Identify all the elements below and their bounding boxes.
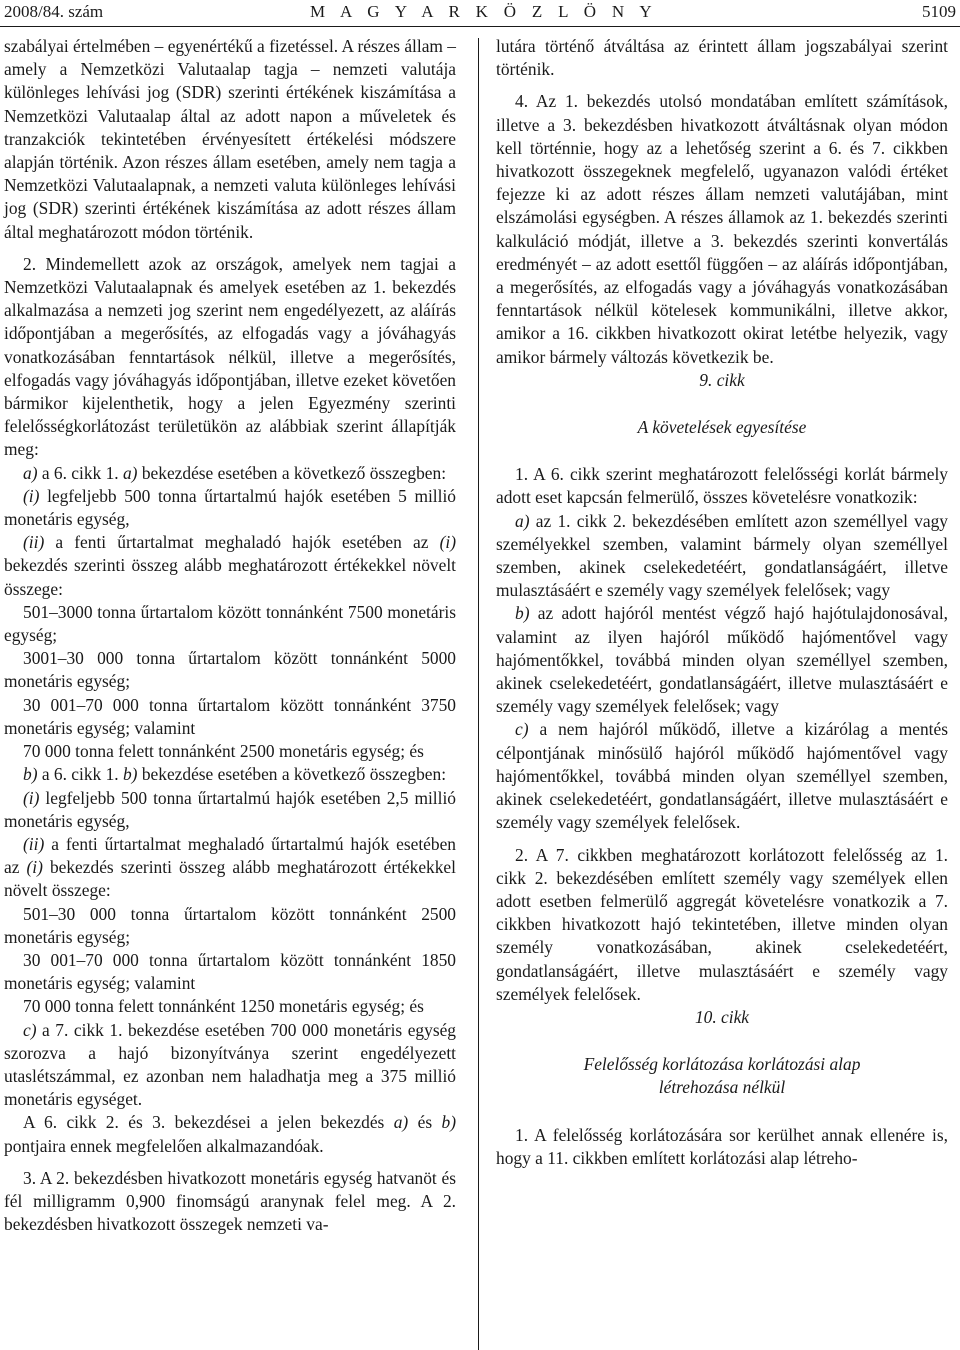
page-number: 5109 [922, 2, 956, 21]
list-item: (ii) a fenti űrtartalmat meghaladó űrtartalmú hajók esetében az (i) bekezdés szerinti összeg alább meghatározott értékekkel növelt összege: [4, 833, 456, 901]
article-subtitle: Felelősség korlátozása korlátozási alap létrehozása nélkül [583, 1054, 861, 1098]
paragraph: 3. A 2. bekezdésben hivatkozott monetáris egység hatvanöt és fél milligramm 0,900 finomságú aranynak felel meg. A 2. bekezdésben hivatkozott összegek nemzeti va- [4, 1167, 456, 1235]
journal-title: M A G Y A R K Ö Z L Ö N Y [310, 2, 658, 21]
header-rule [0, 26, 960, 27]
paragraph: szabályai értelmében – egyenértékű a fizetéssel. A részes állam – amely a Nemzetközi Valutaalap tagja – nemzeti valutája különleges lehívási jog (SDR) szerinti értékének kiszámítása a Nemzetközi Valutaalap által az adott napon a műveletek és tranzakciók tekintetében érvényesített értékelési módszere alapján történik. Azon részes állam esetében, amely nem tagja a Nemzetközi Valutaalapnak, a nemzeti valuta különleges lehívási jog (SDR) szerinti értékének kiszámítása az adott részes állam által meghatározott módon történik. [4, 36, 456, 242]
rate-row: 30 001–70 000 tonna űrtartalom között tonnánként 3750 monetáris egység; valamint [4, 694, 456, 738]
rate-row: 30 001–70 000 tonna űrtartalom között tonnánként 1850 monetáris egység; valamint [4, 949, 456, 994]
article-title: 9. cikk [699, 369, 745, 390]
list-item: (i) legfeljebb 500 tonna űrtartalmú hajók esetében 5 millió monetáris egység, [4, 485, 456, 530]
paragraph: A 6. cikk 2. és 3. bekezdései a jelen bekezdés a) és b) pontjaira ennek megfelelően alkalmazandóak. [4, 1112, 456, 1156]
list-item: a) a 6. cikk 1. a) bekezdése esetében a következő összegben: [23, 462, 447, 483]
list-item: b) az adott hajóról mentést végző hajó hajótulajdonosával, valamint az ilyen hajóról működő hajómentővel vagy hajómentőkkel, továbbá minden olyan személlyel szemben, akinek cselekedetéért, gondatlanságáért, illetve mulasztásáért e személy vagy személyek felelősek; vagy [496, 603, 948, 717]
left-column [4, 35, 456, 1236]
list-item: c) a 7. cikk 1. bekezdése esetében 700 000 monetáris egység szorozva a hajó bizonyítványa szerint engedélyezett utaslétszámmal, ez azonban nem haladhatja meg a 375 millió monetáris egységet. [4, 1019, 456, 1110]
paragraph: 2. Mindemellett azok az országok, amelyek nem tagjai a Nemzetközi Valutaalapnak és amelyek esetében az 1. bekezdés alkalmazása a nemzeti jog szerint nem engedélyezett, az aláírás időpontjában a megerősítés, az elfogadás vagy a jóváhagyás vonatkozásában fenntartások nélkül, illetve a megerősítés, elfogadás vagy jóváhagyás időpontjában, illetve ezeket követően bármikor kijelenthetik, hogy a jelen Egyezmény szerinti felelősségkorlátozást területükön az alábbiak szerint állapítják meg: [4, 253, 456, 460]
paragraph: 4. Az 1. bekezdés utolsó mondatában említett számítások, illetve a 3. bekezdésben hivatkozott átváltásnak olyan módon kell történnie, hogy az a lehetőség szerint a 6. és 7. cikkben hivatkozott összegeknek megfelelő, ugyanazon valódi értéket fejezze ki az adott részes állam nemzeti valutájában, mint elszámolási egységben. A részes államok az 1. bekezdés szerinti kalkuláció módját, illetve a 3. bekezdés szerinti konvertálás eredményét – az adott esettől függően – az aláírás időpontjában, a megerősítés, az elfogadás vagy a jóváhagyás vonatkozásában fenntartások nélkül kötelesek kommunikálni, illetve akkor, amikor a 16. cikkben hivatkozott okirat letétbe helyezik, vagy amikor bármely változás következik be. [496, 91, 948, 367]
rate-row: 70 000 tonna felett tonnánként 2500 monetáris egység; és [23, 741, 424, 762]
list-item: (i) legfeljebb 500 tonna űrtartalmú hajók esetében 2,5 millió monetáris egység, [4, 787, 456, 831]
list-item: c) a nem hajóról működő, illetve a kizárólag a mentés célpontjának minősülő hajóról működő hajómentővel vagy hajómentőkkel, továbbá minden olyan személlyel szemben, akinek cselekedetéért, gondatlanságáért, illetve mulasztásáért e személy vagy személyek felelősek. [496, 719, 948, 833]
paragraph: 1. A felelősség korlátozására sor kerülhet annak ellenére is, hogy a 11. cikkben említett korlátozási alap létreho- [496, 1124, 948, 1168]
paragraph: 2. A 7. cikkben meghatározott korlátozott felelősség az 1. cikk 2. bekezdésében említett személy vagy személyek ellen adott esetben felmerülő aggregát követelésre vonatkozik a 7. cikkben hivatkozott hajó tekintetében, illetve minden olyan személy vonatkozásában, akinek cselekedetéért, gondatlanságáért, illetve mulasztásáért e személy vagy személyek felelősek. [496, 844, 948, 1004]
rate-row: 70 000 tonna felett tonnánként 1250 monetáris egység; és [23, 996, 424, 1017]
article-title: 10. cikk [694, 1006, 750, 1027]
paragraph: 1. A 6. cikk szerint meghatározott felelősségi korlát bármely adott eset kapcsán felmerülő, összes követelésre vonatkozik: [496, 464, 948, 508]
paragraph: lutára történő átváltása az érintett állam jogszabályai szerint történik. [496, 36, 948, 80]
rate-row: 501–30 000 tonna űrtartalom között tonnánként 2500 monetáris egység; [4, 903, 456, 947]
column-divider [478, 38, 479, 1350]
rate-row: 3001–30 000 tonna űrtartalom között tonnánként 5000 monetáris egység; [4, 648, 456, 692]
list-item: b) a 6. cikk 1. b) bekezdése esetében a következő összegben: [23, 764, 447, 785]
article-subtitle: A követelések egyesítése [637, 417, 807, 438]
list-item: (ii) a fenti űrtartalmat meghaladó hajók esetében az (i) bekezdés szerinti összeg alább meghatározott értékekkel növelt összege: [4, 532, 456, 599]
rate-row: 501–3000 tonna űrtartalom között tonnánként 7500 monetáris egység; [4, 601, 456, 646]
right-column [496, 35, 948, 1170]
page-header [0, 0, 960, 26]
issue-number: 2008/84. szám [4, 2, 104, 21]
list-item: a) az 1. cikk 2. bekezdésében említett azon személlyel vagy személyekkel szemben, valamint bármely olyan személlyel szemben, akinek cselekedetéért, gondatlanságáért, illetve mulasztásáért e személy vagy személyek felelősek; vagy [496, 510, 948, 601]
